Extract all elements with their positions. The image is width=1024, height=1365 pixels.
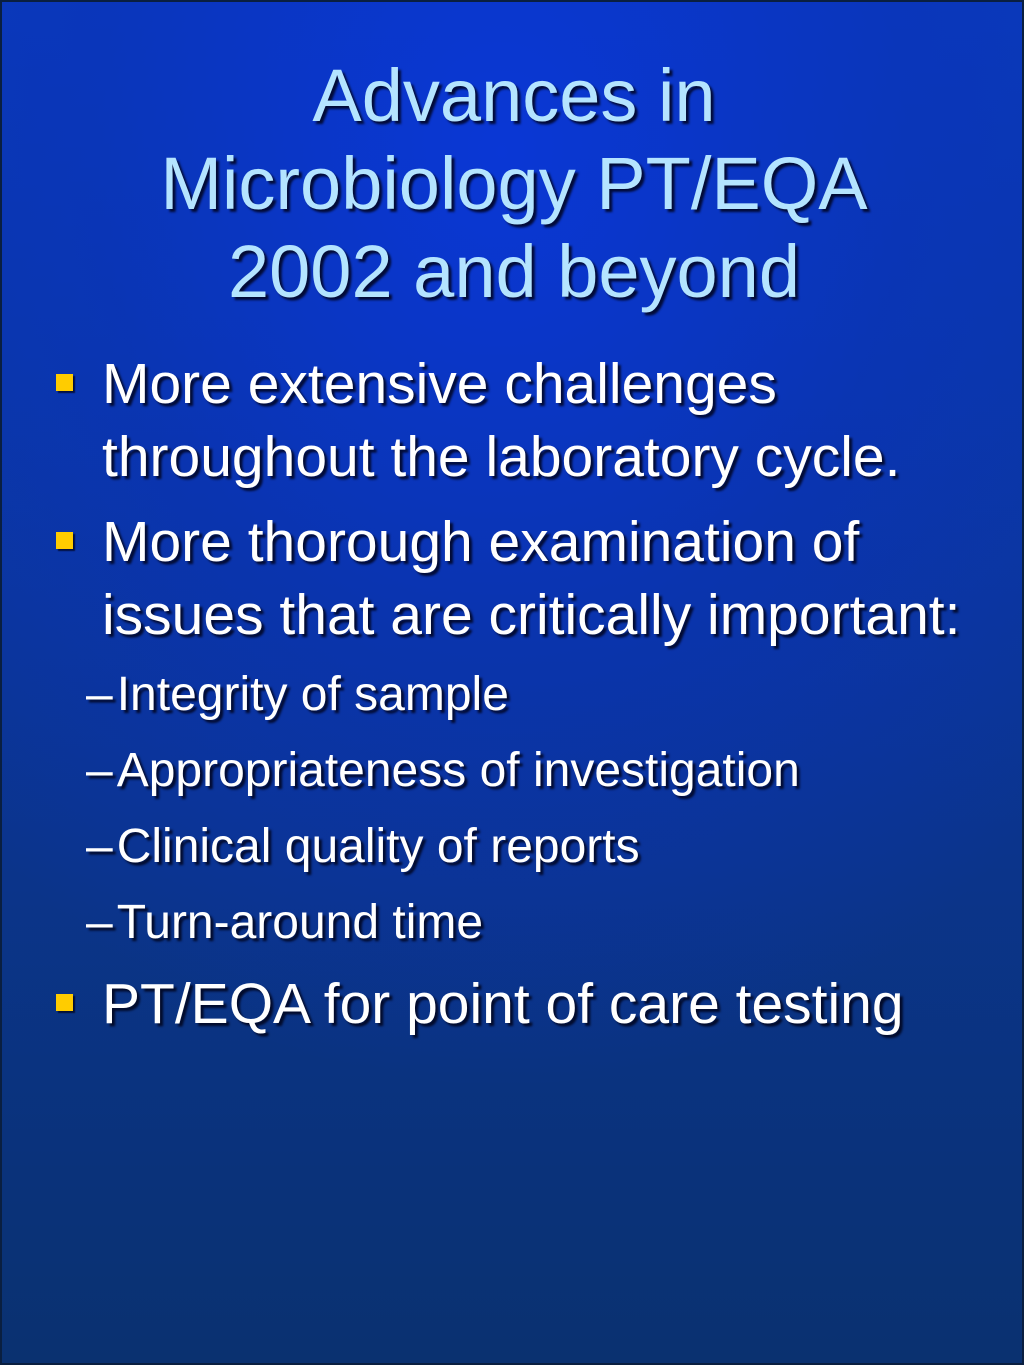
dash-marker: –	[86, 668, 113, 721]
sub-bullet-item	[86, 892, 1024, 954]
sub-bullet-text: Appropriateness of investigation	[116, 744, 800, 797]
yellow-square-bullet-icon	[56, 374, 73, 391]
bullet-list	[2, 348, 1024, 1053]
yellow-square-bullet-icon	[56, 994, 73, 1011]
yellow-square-bullet-icon	[56, 532, 73, 549]
dash-marker: –	[86, 744, 113, 797]
slide-title	[2, 52, 1024, 316]
bullet-item	[2, 506, 1024, 954]
sub-bullet-item	[86, 664, 1024, 726]
sub-bullet-item	[86, 816, 1024, 878]
sub-bullet-text: Integrity of sample	[116, 668, 509, 721]
dash-marker: –	[86, 820, 113, 873]
title-line-1: Advances in	[312, 54, 716, 137]
sub-bullet-text: Turn-around time	[116, 896, 484, 949]
sub-bullet-list	[86, 664, 1024, 954]
title-line-2: Microbiology PT/EQA	[160, 142, 868, 225]
bullet-text: PT/EQA for point of care testing	[102, 972, 904, 1036]
bullet-text: More extensive challenges throughout the laboratory cycle.	[102, 352, 901, 489]
sub-bullet-item	[86, 740, 1024, 802]
dash-marker: –	[86, 896, 113, 949]
bullet-item	[2, 348, 1024, 494]
sub-bullet-text: Clinical quality of reports	[116, 820, 640, 873]
title-line-3: 2002 and beyond	[228, 230, 800, 313]
bullet-item	[2, 968, 1024, 1041]
bullet-text: More thorough examination of issues that are critically important:	[102, 510, 961, 647]
